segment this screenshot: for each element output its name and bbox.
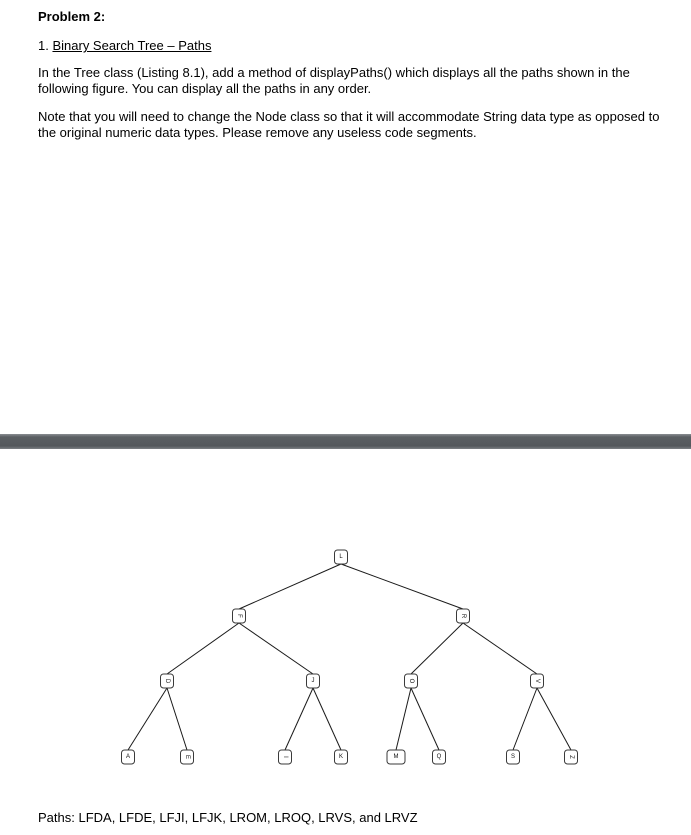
tree-edges [128, 564, 571, 750]
instruction-paragraph: In the Tree class (Listing 8.1), add a method of displayPaths() which displays all the paths shown in the following figure. You can display all the paths in any order. [38, 65, 630, 96]
tree-node-label: R [460, 613, 466, 619]
tree-node-label: J [311, 678, 315, 684]
item-title: Binary Search Tree – Paths [52, 38, 212, 53]
tree-edge-VZ [537, 688, 571, 750]
tree-node-label: Q [436, 754, 442, 760]
tree-node-label: V [534, 678, 540, 684]
tree-node-R [457, 609, 470, 623]
tree-node-label: L [339, 554, 343, 560]
tree-node-label: I [282, 756, 288, 758]
tree-node-S [507, 750, 520, 764]
tree-edge-OM [396, 688, 411, 750]
tree-edge-DA [128, 688, 167, 750]
tree-node-E [181, 750, 194, 764]
tree-node-label: A [125, 754, 131, 760]
binary-search-tree-figure [0, 449, 691, 799]
tree-node-label: D [164, 678, 170, 684]
page-divider [0, 434, 691, 449]
tree-node-label: M [393, 754, 399, 760]
tree-edge-LR [341, 564, 463, 609]
tree-node-L [335, 550, 348, 564]
paths-caption: Paths: LFDA, LFDE, LFJI, LFJK, LROM, LROQ, LRVS, and LRVZ [38, 810, 418, 825]
problem-heading: Problem 2: [38, 9, 106, 24]
tree-node-D [161, 674, 174, 688]
tree-edge-OQ [411, 688, 439, 750]
tree-node-label: F [236, 614, 242, 618]
tree-edge-DE [167, 688, 187, 750]
tree-nodes [122, 550, 578, 764]
tree-edge-JK [313, 688, 341, 750]
tree-node-Z [565, 750, 578, 764]
tree-node-O [405, 674, 418, 688]
item-line [38, 38, 211, 53]
item-number: 1. [38, 38, 53, 53]
tree-edge-LF [239, 564, 341, 609]
tree-node-M [387, 750, 405, 764]
tree-node-label: E [184, 754, 190, 760]
tree-node-K [335, 750, 348, 764]
tree-node-A [122, 750, 135, 764]
tree-node-label: S [510, 754, 516, 760]
figure-area [0, 449, 691, 835]
tree-node-Q [433, 750, 446, 764]
tree-node-I [279, 750, 292, 764]
tree-node-label: O [408, 678, 414, 684]
tree-edge-RO [411, 623, 463, 674]
tree-edge-FD [167, 623, 239, 674]
note-paragraph: Note that you will need to change the Node class so that it will accommodate String data type as opposed to the original numeric data types. Please remove any useless code segments. [38, 109, 660, 140]
tree-node-label: K [338, 754, 344, 760]
tree-edge-FJ [239, 623, 313, 674]
tree-node-label: Z [568, 755, 574, 759]
tree-edge-RV [463, 623, 537, 674]
tree-node-V [531, 674, 544, 688]
tree-edge-JI [285, 688, 313, 750]
tree-node-J [307, 674, 320, 688]
tree-edge-VS [513, 688, 537, 750]
tree-node-F [233, 609, 246, 623]
